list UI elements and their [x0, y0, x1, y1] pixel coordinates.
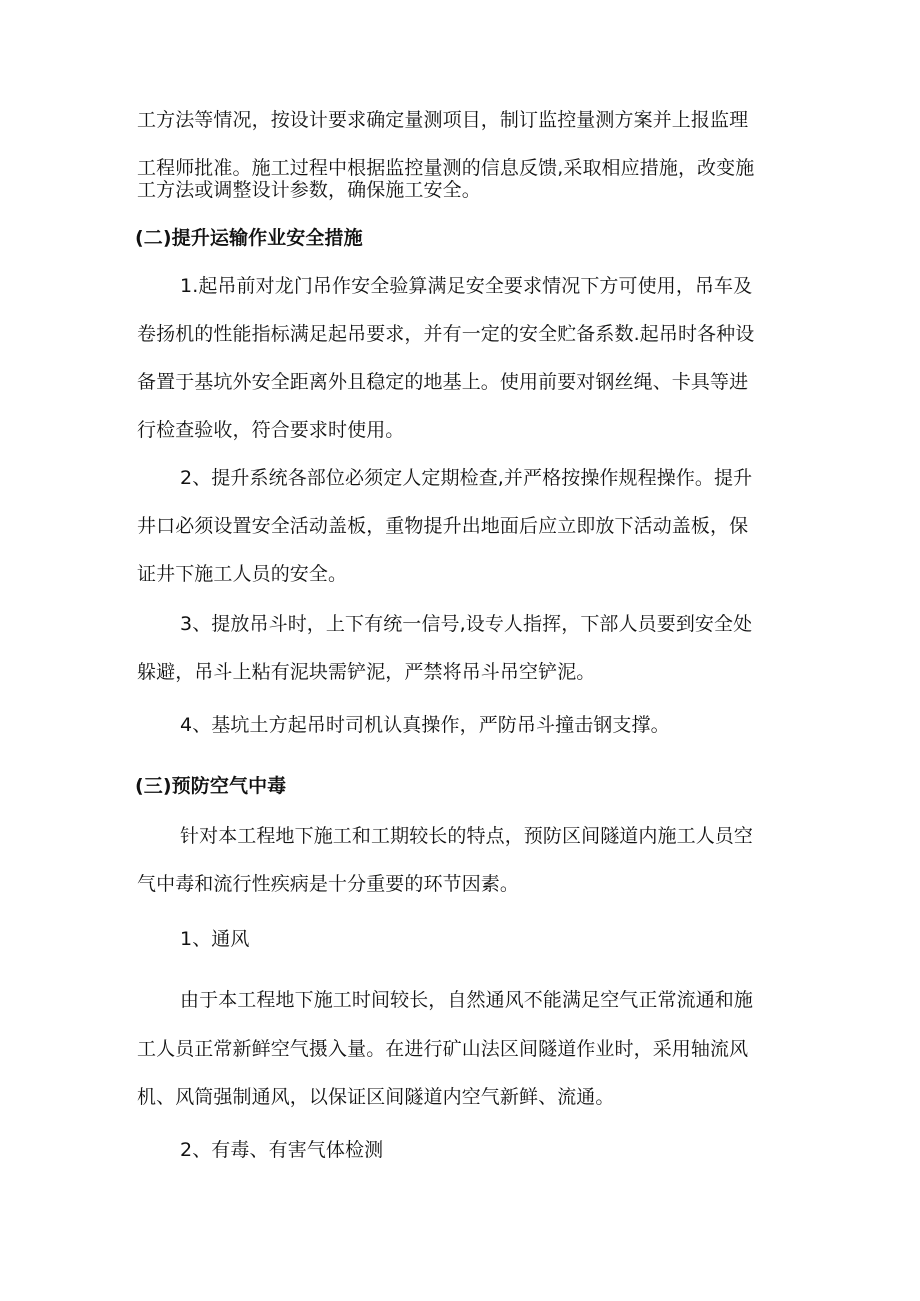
paragraph-line: 2、提升系统各部位必须定人定期检查,并严格按操作规程操作。提升 [180, 467, 753, 489]
paragraph-line: 4、基坑土方起吊时司机认真操作，严防吊斗撞击钢支撑。 [180, 714, 670, 736]
paragraph-line: 1.起吊前对龙门吊作安全验算满足安全要求情况下方可使用，吊车及 [180, 275, 753, 297]
paragraph-line: 3、提放吊斗时，上下有统一信号,设专人指挥，下部人员要到安全处 [180, 613, 753, 635]
paragraph-line: 针对本工程地下施工和工期较长的特点，预防区间隧道内施工人员空 [180, 825, 754, 847]
paragraph-line: 工方法或调整设计参数，确保施工安全。 [137, 179, 481, 201]
paragraph-line: 备置于基坑外安全距离外且稳定的地基上。使用前要对钢丝绳、卡具等进 [137, 371, 749, 393]
section-heading-3: (三)预防空气中毒 [135, 775, 287, 797]
paragraph-line: 躲避，吊斗上粘有泥块需铲泥，严禁将吊斗吊空铲泥。 [137, 661, 596, 683]
paragraph-line: 行检查验收，符合要求时使用。 [137, 419, 405, 441]
list-heading: 2、有毒、有害气体检测 [180, 1139, 384, 1161]
paragraph-line: 井口必须设置安全活动盖板，重物提升出地面后应立即放下活动盖板，保 [137, 515, 749, 537]
paragraph-line: 工人员正常新鲜空气摄入量。在进行矿山法区间隧道作业时，采用轴流风 [137, 1038, 749, 1060]
paragraph-line: 卷扬机的性能指标满足起吊要求，并有一定的安全贮备系数.起吊时各种设 [137, 323, 755, 345]
paragraph-line: 工程师批准。施工过程中根据监控量测的信息反馈,采取相应措施，改变施 [137, 157, 755, 179]
list-heading: 1、通风 [180, 928, 250, 950]
paragraph-line: 机、风筒强制通风，以保证区间隧道内空气新鲜、流通。 [137, 1086, 615, 1108]
paragraph-line: 工方法等情况，按设计要求确定量测项目，制订监控量测方案并上报监理 [137, 109, 749, 131]
paragraph-line: 由于本工程地下施工时间较长，自然通风不能满足空气正常流通和施 [180, 989, 754, 1011]
paragraph-line: 气中毒和流行性疾病是十分重要的环节因素。 [137, 873, 520, 895]
section-heading-2: (二)提升运输作业安全措施 [135, 227, 363, 249]
paragraph-line: 证井下施工人员的安全。 [137, 563, 348, 585]
